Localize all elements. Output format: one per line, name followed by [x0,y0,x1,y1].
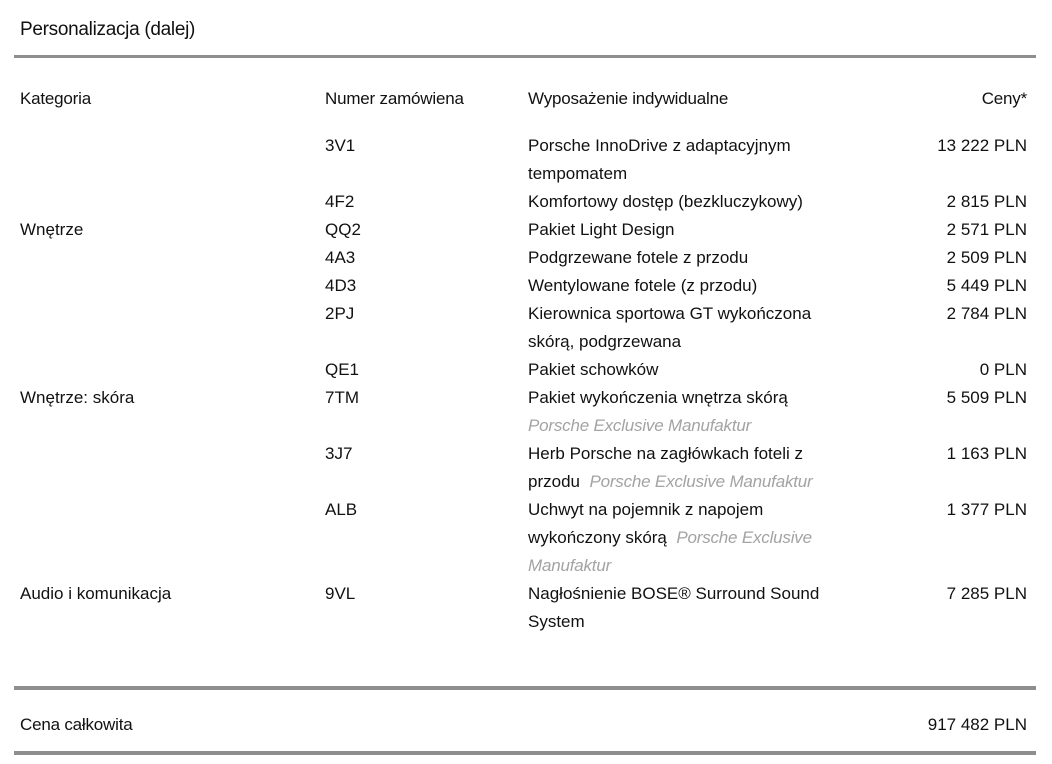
row-opis-text: Wentylowane fotele (z przodu) [528,276,758,295]
row-numer: QE1 [325,360,360,379]
row-kategoria: Wnętrze [20,220,84,239]
row-opis-text: Uchwyt na pojemnik z napojem wykończony skórą [528,500,764,547]
row-numer: 9VL [325,584,356,603]
row-opis-text: Kierownica sportowa GT wykończona skórą, podgrzewana [528,304,812,351]
row-cena: 5 509 PLN [946,388,1027,407]
exclusive-label: Porsche Exclusive Manufaktur [528,528,812,575]
row-opis [528,272,858,300]
section-title: Personalizacja (dalej) [20,19,196,40]
row-cena: 13 222 PLN [937,136,1027,155]
row-cena: 0 PLN [979,360,1027,379]
row-opis [528,580,858,636]
row-opis [528,132,858,188]
row-cena: 2 815 PLN [946,192,1027,211]
total-divider-top [14,686,1036,690]
row-opis-text: Porsche InnoDrive z adaptacyjnym tempomatem [528,136,791,183]
row-opis-text: Pakiet schowków [528,360,659,379]
row-opis-text: Pakiet wykończenia wnętrza skórą [528,388,788,407]
total-value: 917 482 PLN [927,715,1027,734]
row-opis [528,300,858,356]
row-numer: QQ2 [325,220,361,239]
row-kategoria: Audio i komunikacja [20,584,172,603]
row-opis-text: Herb Porsche na zagłówkach foteli z przodu [528,444,803,491]
row-opis [528,244,858,272]
header-numer: Numer zamówiena [325,89,464,108]
row-numer: ALB [325,500,358,519]
row-numer: 4D3 [325,276,357,295]
row-cena: 2 509 PLN [946,248,1027,267]
row-opis [528,440,858,496]
row-opis-text: Komfortowy dostęp (bezkluczykowy) [528,192,803,211]
row-numer: 3V1 [325,136,356,155]
row-opis [528,356,858,384]
row-cena: 2 571 PLN [946,220,1027,239]
row-opis-text: Nagłośnienie BOSE® Surround Sound System [528,584,820,631]
row-numer: 3J7 [325,444,353,463]
row-cena: 7 285 PLN [946,584,1027,603]
exclusive-label: Porsche Exclusive Manufaktur [589,472,813,491]
row-numer: 2PJ [325,304,355,323]
row-cena: 1 163 PLN [946,444,1027,463]
exclusive-label: Porsche Exclusive Manufaktur [528,416,752,435]
row-cena: 5 449 PLN [946,276,1027,295]
row-numer: 4F2 [325,192,355,211]
row-opis [528,496,858,580]
row-opis [528,216,858,244]
row-cena: 1 377 PLN [946,500,1027,519]
row-numer: 7TM [325,388,359,407]
row-kategoria: Wnętrze: skóra [20,388,135,407]
row-numer: 4A3 [325,248,356,267]
header-kategoria: Kategoria [20,89,91,108]
row-cena: 2 784 PLN [946,304,1027,323]
top-divider [14,55,1036,58]
header-wyposazenie: Wyposażenie indywidualne [528,89,729,108]
row-opis-text: Pakiet Light Design [528,220,675,239]
total-label: Cena całkowita [20,715,133,734]
row-opis [528,384,858,440]
row-opis [528,188,858,216]
row-opis-text: Podgrzewane fotele z przodu [528,248,749,267]
total-divider-bottom [14,751,1036,755]
header-ceny: Ceny* [981,89,1027,108]
